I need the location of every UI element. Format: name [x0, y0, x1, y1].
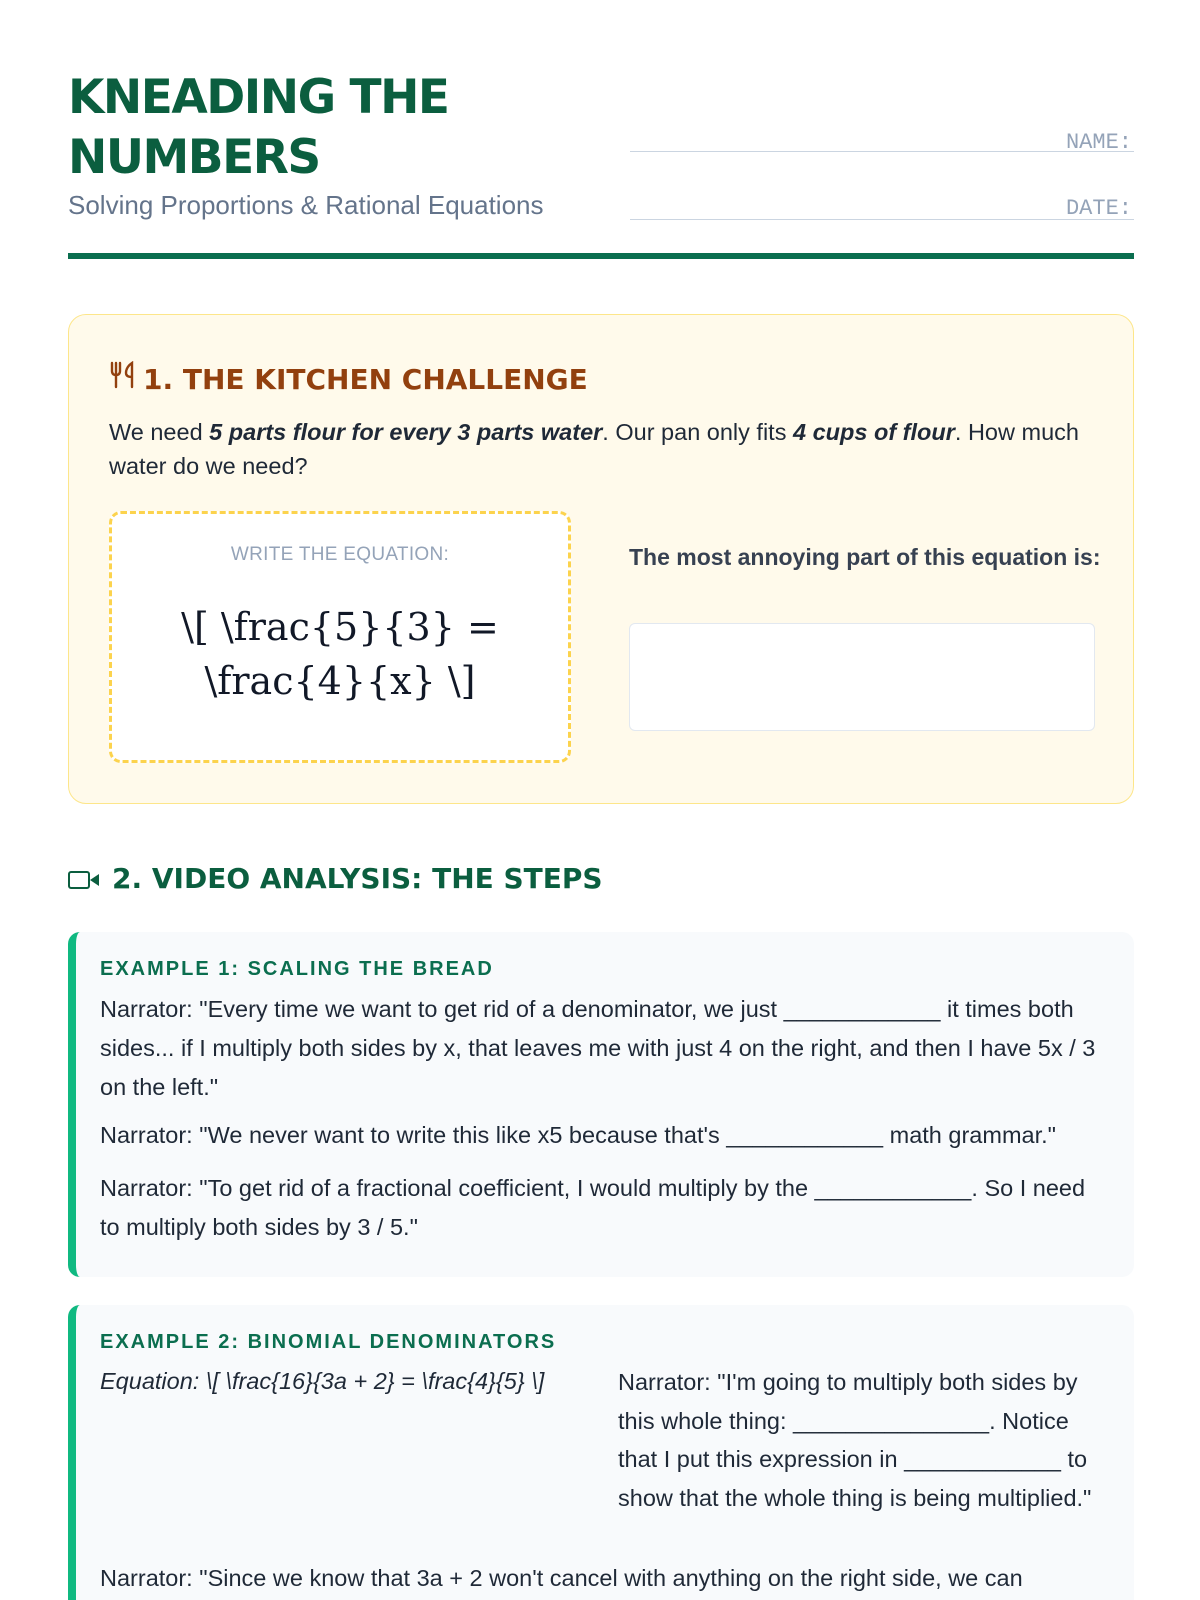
kitchen-challenge-title: 1. THE KITCHEN CHALLENGE [143, 363, 588, 396]
kitchen-problem-text: We need 5 parts flour for every 3 parts water. Our pan only fits 4 cups of flour. How much water do we need? [109, 419, 1079, 479]
annoying-part-label: The most annoying part of this equation is: [629, 544, 1101, 570]
video-analysis-title: 2. VIDEO ANALYSIS: THE STEPS [112, 862, 603, 895]
kitchen-challenge-section [68, 314, 1134, 804]
header-divider [68, 253, 1134, 259]
date-label: DATE: [1065, 196, 1132, 221]
example-2-title: EXAMPLE 2: BINOMIAL DENOMINATORS [100, 1331, 557, 1353]
example-1-title: EXAMPLE 1: SCALING THE BREAD [100, 958, 494, 980]
example-1-narration-1: Narrator: "Every time we want to get rid of a denominator, we just ____________ it times both sides... if I multiply both sides by x, that leaves me with just 4 on the right, and then I have 5x / 3 on the left." [100, 996, 1096, 1100]
equation-box[interactable] [109, 511, 571, 763]
example-1-narration-3: Narrator: "To get rid of a fractional coefficient, I would multiply by the ____________. So I need to multiply both sides by 3 / 5." [100, 1175, 1086, 1240]
flour-cups: 4 cups of flour [793, 419, 955, 445]
annoying-part-input[interactable] [629, 623, 1095, 731]
equation-label: WRITE THE EQUATION: [230, 544, 450, 565]
video-analysis-heading [68, 862, 603, 895]
example-2-narration-2: Narrator: "Since we know that 3a + 2 won't cancel with anything on the right side, we can [100, 1565, 1023, 1591]
page-subtitle: Solving Proportions & Rational Equations [68, 190, 544, 220]
example-2-equation: Equation: \[ \frac{16}{3a + 2} = \frac{4}{5} \] [100, 1368, 545, 1394]
flour-water-ratio: 5 parts flour for every 3 parts water [209, 419, 603, 445]
date-field[interactable] [630, 168, 1134, 220]
example-2-card [68, 1305, 1134, 1600]
utensils-icon [109, 361, 143, 396]
example-2-narration-1: Narrator: "I'm going to multiply both sides by this whole thing: _______________. Notice that I put this expression in ____________ to show that the whole thing is being multiplied." [618, 1369, 1092, 1511]
video-camera-icon [68, 869, 100, 889]
page-title: KNEADING THE NUMBERS [68, 70, 449, 185]
worksheet-header [68, 68, 1134, 260]
kitchen-challenge-heading [109, 361, 588, 396]
name-field[interactable] [630, 102, 1134, 155]
example-1-card [68, 932, 1134, 1277]
equation-text: \[ \frac{5}{3} = \frac{4}{x} \] [181, 605, 499, 703]
name-label: NAME: [1065, 130, 1132, 155]
example-1-narration-2: Narrator: "We never want to write this like x5 because that's ____________ math grammar." [100, 1122, 1056, 1148]
